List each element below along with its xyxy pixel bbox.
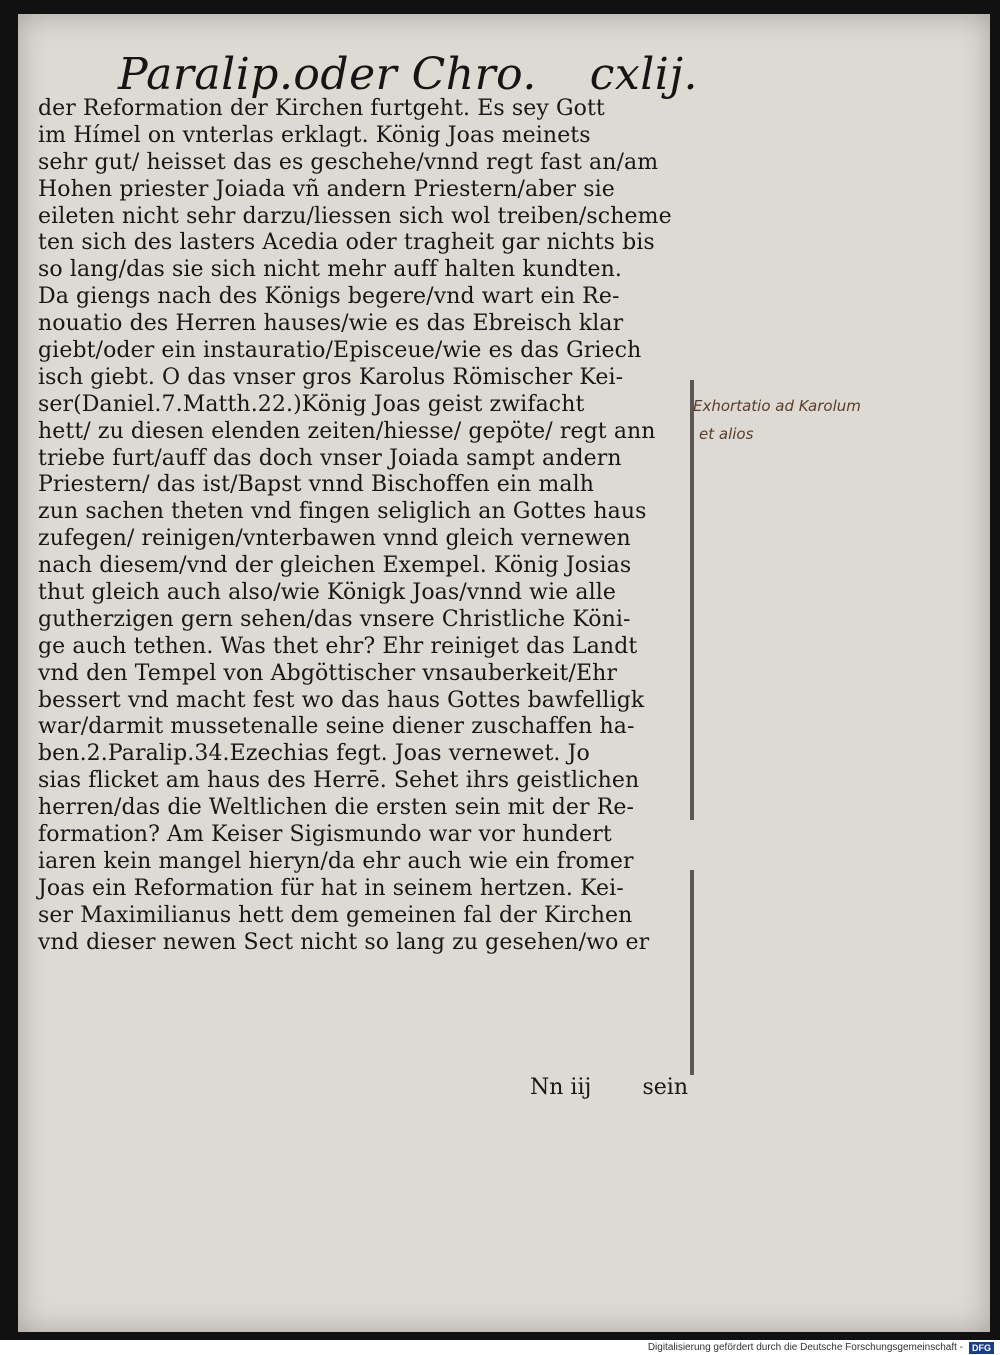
text-line: ser(Daniel.7.Matth.22.)König Joas geist zwifacht (38, 391, 585, 417)
text-line: iaren kein mangel hieryn/da ehr auch wie ein fromer (38, 848, 634, 874)
text-line: nach diesem/vnd der gleichen Exempel. König Josias (38, 553, 632, 579)
funding-notice: Digitalisierung gefördert durch die Deutsche Forschungsgemeinschaft - (647, 1342, 963, 1353)
text-line: ser Maximilianus hett dem gemeinen fal der Kirchen (38, 902, 633, 928)
text-line: sehr gut/ heisset das es geschehe/vnnd regt fast an/am (38, 149, 659, 175)
text-line: thut gleich auch also/wie Königk Joas/vnnd wie alle (38, 580, 617, 606)
text-line: war/darmit mussetenalle seine diener zuschaffen ha- (38, 714, 635, 740)
text-line: Da giengs nach des Königs begere/vnd wart ein Re- (38, 284, 620, 310)
text-line: der Reformation der Kirchen furtgeht. Es sey Gott (38, 96, 605, 121)
text-line: Joas ein Reformation für hat in seinem hertzen. Kei- (38, 875, 624, 901)
folio-number: cxlij. (589, 49, 698, 100)
text-line: ten sich des lasters Acedia oder tragheit gar nichts bis (38, 230, 655, 256)
text-line: ben.2.Paralip.34.Ezechias fegt. Joas vernewet. Jo (38, 741, 590, 767)
text-line: zufegen/ reinigen/vnterbawen vnnd gleich vernewen (38, 526, 631, 552)
text-line: Hohen priester Joiada vñ andern Priestern/aber sie (38, 176, 615, 202)
catchword: sein (642, 1075, 688, 1100)
text-line: vnd den Tempel von Abgöttischer vnsauberkeit/Ehr (38, 660, 618, 686)
text-line: vnd dieser newen Sect nicht so lang zu gesehen/wo er (38, 929, 650, 955)
margin-note-line-1: Exhortatio ad Karolum (693, 397, 861, 415)
text-line: triebe furt/auff das doch vnser Joiada sampt andern (38, 445, 622, 471)
handwritten-margin-note (693, 392, 933, 448)
text-line: bessert vnd macht fest wo das haus Gottes bawfelligk (38, 687, 645, 713)
text-line: so lang/das sie sich nicht mehr auff halten kundten. (38, 257, 622, 283)
text-line: sias flicket am haus des Herrē. Sehet ihrs geistlichen (38, 768, 640, 794)
text-line: hett/ zu diesen elenden zeiten/hiesse/ gepöte/ regt ann (38, 418, 656, 444)
running-title: Paralip.oder Chro. (118, 49, 537, 100)
text-line: im Hímel on vnterlas erklagt. König Joas meinets (38, 122, 591, 148)
text-line: Priestern/ das ist/Bapst vnnd Bischoffen ein malh (38, 472, 595, 498)
margin-note-line-2: et alios (699, 425, 754, 443)
catchline (520, 1075, 688, 1105)
text-line: eileten nicht sehr darzu/liessen sich wol treiben/scheme (38, 203, 672, 229)
text-line: zun sachen theten vnd fingen seliglich an Gottes haus (38, 499, 647, 525)
footer-bar (0, 1340, 1000, 1355)
dfg-logo: DFG (969, 1342, 994, 1354)
text-line: formation? Am Keiser Sigismundo war vor hundert (38, 822, 612, 848)
body-text (38, 96, 688, 957)
text-line: ge auch tethen. Was thet ehr? Ehr reiniget das Landt (38, 633, 638, 659)
text-line: nouatio des Herren hauses/wie es das Ebreisch klar (38, 311, 624, 337)
page-header (118, 38, 698, 100)
text-line: herren/das die Weltlichen die ersten sein mit der Re- (38, 795, 635, 821)
text-line: isch giebt. O das vnser gros Karolus Römischer Kei- (38, 364, 624, 390)
signature-mark: Nn iij (530, 1075, 592, 1100)
margin-rule-lower (690, 870, 694, 1075)
text-line: gutherzigen gern sehen/das vnsere Christliche Köni- (38, 606, 631, 632)
text-line: giebt/oder ein instauratio/Episceue/wie es das Griech (38, 338, 642, 364)
